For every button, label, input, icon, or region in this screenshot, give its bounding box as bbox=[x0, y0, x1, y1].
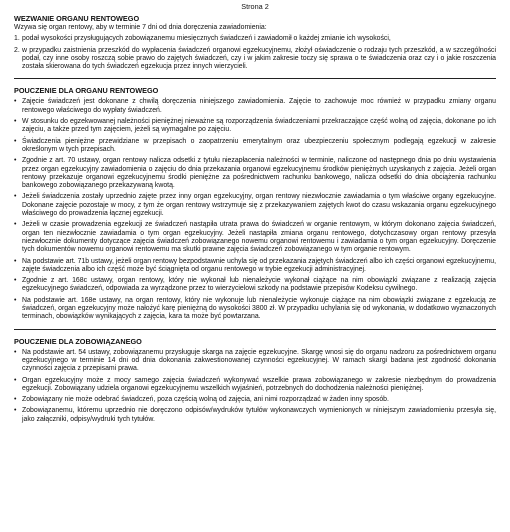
section-title: POUCZENIE DLA ZOBOWIĄZANEGO bbox=[14, 336, 142, 346]
bullet-icon: • bbox=[14, 348, 17, 356]
list-item-text: Świadczenia pieniężne przewidziane w przepisach o zaopatrzeniu emerytalnym oraz ubezpieczeniu społecznym podlegają egzekucji w zakresie określonym w tych przepisach. bbox=[22, 137, 496, 153]
list-item bbox=[14, 377, 496, 394]
list-item bbox=[14, 98, 496, 115]
list-item-text: Na podstawie art. 71b ustawy, jeżeli organ rentowy bezpodstawnie uchyla się od przekazania zajętych świadczeń albo ich części organowi egzekucyjnemu, zajęte świadczenia albo ich część może być ściągnięta od organu rentowego w trybie egzekucji administracyjnej. bbox=[22, 257, 496, 273]
bullet-icon: • bbox=[14, 296, 17, 304]
list-item-text: Zajęcie świadczeń jest dokonane z chwilą doręczenia niniejszego zawiadomienia. Zajęcie to zachowuje moc również w przypadku zmiany organu rentowego właściwego do wypłaty świadczeń. bbox=[22, 98, 496, 114]
section-pouczenie-organ bbox=[14, 86, 496, 321]
page-number: Strona 2 bbox=[241, 2, 269, 11]
bullet-icon: • bbox=[14, 98, 17, 106]
item-number: 2. bbox=[14, 46, 20, 54]
list-item-text: Zobowiązanemu, któremu uprzednio nie doręczono odpisów/wydruków tytułów wykonawczych wymienionych w niniejszym zawiadomieniu przesyła się, jako załączniki, odpisy/wydruki tych tytułów. bbox=[22, 407, 496, 423]
list-item-text: Jeżeli świadczenia zostały uprzednio zajęte przez inny organ egzekucyjny, organ rentowy niezwłocznie zawiadamia o tym właściwe organy egzekucyjne. Dokonane zajęcie pozostaje w mocy, z tym że organ rentowy wstrzymuje się z przekazywaniem zajętych kwot do czasu wskazania organu egzekucyjnego właściwego do prowadzenia łącznej egzekucji. bbox=[22, 193, 496, 218]
item-text: podał wysokości przysługujących zobowiązanemu miesięcznych świadczeń i zawiadomił o każdej zmianie ich wysokości, bbox=[22, 35, 391, 43]
section-pouczenie-zobowiazany bbox=[14, 337, 496, 424]
list-item-text: Zgodnie z art. 168c ustawy, organ rentowy, który nie wykonał lub nienależycie wykonał ciążące na nim obowiązki związane z realizacją zajęcia egzekucyjnego świadczeń, odpowiada za wyrządzone przez to wierzycielowi szkody na podstawie przepisów Kodeksu cywilnego. bbox=[22, 277, 496, 293]
bullet-icon: • bbox=[14, 221, 17, 229]
list-item-text: Jeżeli w czasie prowadzenia egzekucji ze świadczeń nastąpiła utrata prawa do świadczeń w organie rentowym, w którym dokonano zajęcia świadczeń, organ ten niezwłocznie zawiadamia o tym organ egzekucyjny. Jeżeli nastąpiła zmiana organu rentowego, dotychczasowy organ rentowy przesyła niezwłocznie dokumenty dotyczące zajęcia świadczeń zobowiązanego nowemu organowi rentowemu i zawiadamia o tym organ egzekucyjny. Doręczenie tych dokumentów nowemu organowi rentowemu ma skutki prawne zajęcia świadczeń zobowiązanego w tym organie rentowym. bbox=[22, 221, 496, 254]
list-item-text: W stosunku do egzekwowanej należności pieniężnej nieważne są rozporządzenia świadczeniami przekraczające część wolną od zajęcia, dokonane po ich zajęciu, a także przed tym zajęciem, jeżeli są wymagalne po zajęciu. bbox=[22, 118, 496, 134]
item-text: w przypadku zaistnienia przeszkód do wypłacenia świadczeń organowi egzekucyjnemu, złożył oświadczenie o rodzaju tych przeszkód, a w szczególności podał, czy inne osoby roszczą sobie prawo do zajętych świadczeń, czy i w jakim zakresie toczy się sprawa o te świadczenia oraz czy i o jakie roszczenia została skierowana do tych świadczeń egzekucja przez innych wierzycieli. bbox=[22, 46, 496, 71]
list-item bbox=[14, 407, 496, 424]
bullet-icon: • bbox=[14, 376, 17, 384]
item-number: 1. bbox=[14, 35, 20, 43]
bullet-icon: • bbox=[14, 277, 17, 285]
numbered-item bbox=[14, 35, 496, 43]
bullet-icon: • bbox=[14, 157, 17, 165]
list-item bbox=[14, 193, 496, 218]
section-title: WEZWANIE ORGANU RENTOWEGO bbox=[14, 14, 140, 23]
bullet-icon: • bbox=[14, 396, 17, 404]
section-intro: Wzywa się organ rentowy, aby w terminie 7 dni od dnia doręczenia zawiadomienia: bbox=[14, 24, 267, 31]
list-item bbox=[14, 297, 496, 322]
list-item bbox=[14, 157, 496, 190]
bullet-icon: • bbox=[14, 137, 17, 145]
bullet-icon: • bbox=[14, 193, 17, 201]
bullet-icon: • bbox=[14, 407, 17, 415]
bullet-icon: • bbox=[14, 257, 17, 265]
numbered-item bbox=[14, 47, 496, 72]
list-item-text: Zobowiązany nie może odebrać świadczeń, poza częścią wolną od zajęcia, ani nimi rozporządzać w żaden inny sposób. bbox=[22, 396, 389, 404]
list-item-text: Na podstawie art. 54 ustawy, zobowiązanemu przysługuje skarga na zajęcie egzekucyjne. Skargę wnosi się do organu nadzoru za pośrednictwem organu egzekucyjnego w terminie 14 dni od dnia dokonania zakwestionowanej czynności egzekucyjnej. W ramach skargi badana jest zgodność dokonania czynności zajęcia z przepisami prawa. bbox=[22, 348, 496, 373]
list-item bbox=[14, 396, 496, 404]
list-item-text: Organ egzekucyjny może z mocy samego zajęcia świadczeń wykonywać wszelkie prawa zobowiązanego w zakresie niezbędnym do prowadzenia egzekucji. Zobowiązany udziela organowi egzekucyjnemu wszelkich wyjaśnień, potrzebnych do dochodzenia należności pieniężnej. bbox=[22, 376, 496, 392]
bullet-icon: • bbox=[14, 118, 17, 126]
list-item bbox=[14, 349, 496, 374]
list-item-text: Na podstawie art. 168e ustawy, na organ rentowy, który nie wykonuje lub nienależycie wykonuje ciążące na nim obowiązki związane z egzekucją ze świadczeń, organ egzekucyjny może nałożyć karę pieniężną do wysokości 3800 zł. W przypadku uchylania się od wykonania, w dodatkowo wyznaczonych terminach, obowiązków wynikających z zajęcia, kara ta może być powtarzana. bbox=[22, 296, 496, 321]
list-item bbox=[14, 277, 496, 294]
section-divider bbox=[14, 329, 496, 330]
section-divider bbox=[14, 78, 496, 79]
section-title: POUCZENIE DLA ORGANU RENTOWEGO bbox=[14, 86, 159, 96]
list-item bbox=[14, 258, 496, 275]
list-item bbox=[14, 118, 496, 135]
list-item-text: Zgodnie z art. 70 ustawy, organ rentowy nalicza odsetki z tytułu niezapłacenia należności w terminie, naliczone od następnego dnia po dniu wystawienia przez organ egzekucyjny zawiadomienia o zajęciu do dnia przekazania organowi egzekucyjnemu środków pieniężnych uzyskanych z zajęcia. Jeżeli organ rentowy przekazuje organowi egzekucyjnemu środki pieniężne za pośrednictwem rachunku bankowego, nalicza odsetki do dnia obciążenia rachunku bankowego zobowiązanego przekazywaną kwotą. bbox=[22, 157, 496, 190]
list-item bbox=[14, 138, 496, 155]
list-item bbox=[14, 221, 496, 254]
section-wezwanie bbox=[14, 14, 496, 71]
